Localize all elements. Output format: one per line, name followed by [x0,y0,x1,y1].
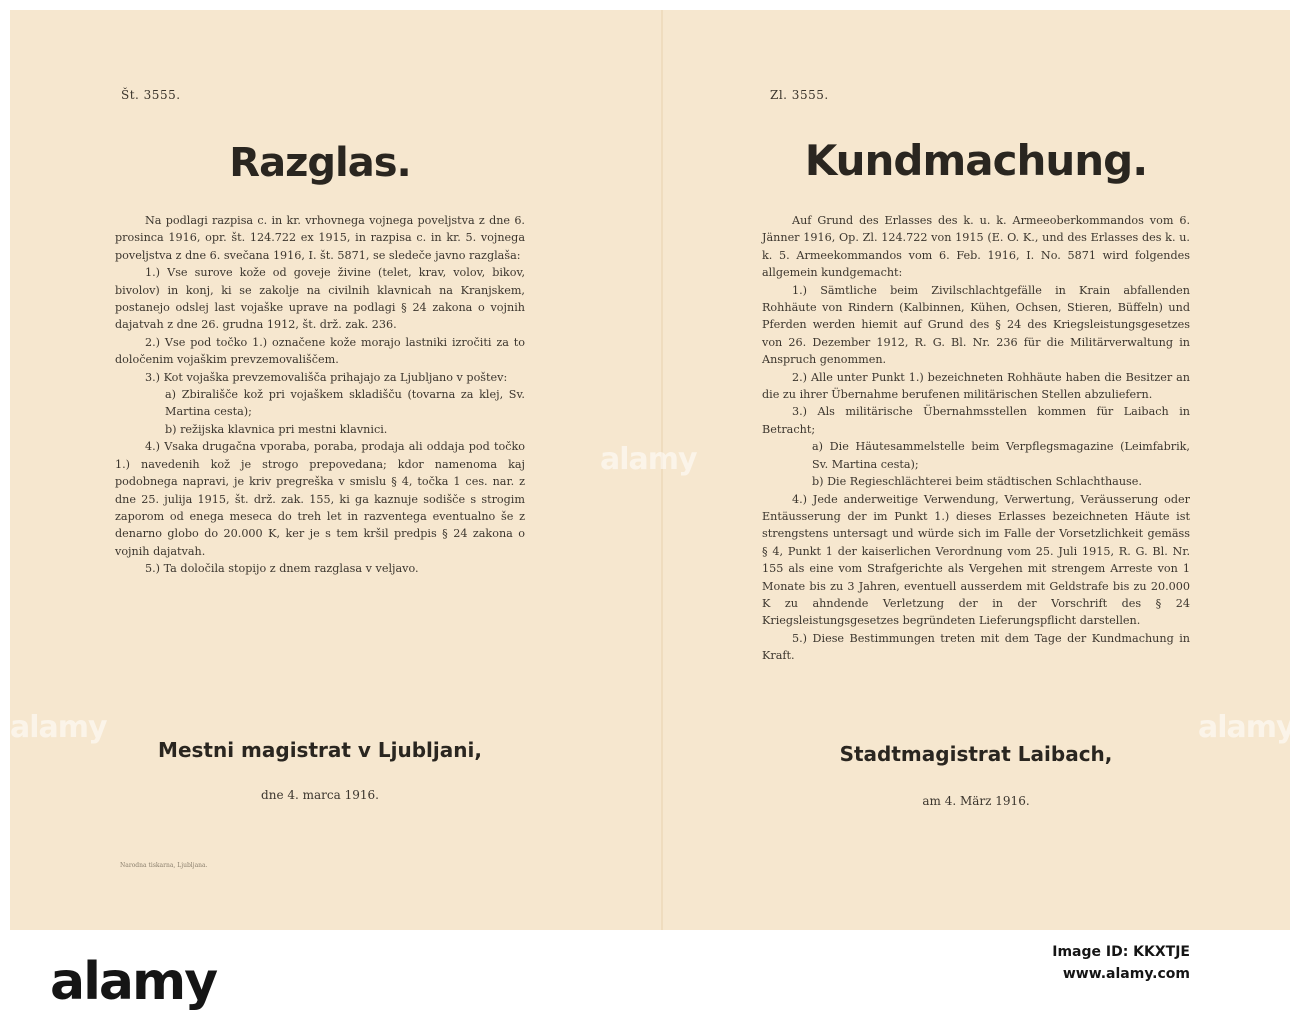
watermark: alamy [10,710,107,745]
document-title: Razglas. [229,140,411,186]
paragraph-4: 4.) Vsaka drugačna vporaba, poraba, prodaja ali oddaja pod točko 1.) navedenih kož je strogo prepovedana; kdor namenoma kaj podobnega napravi, je kriv pregreška v smislu § 4, točka 1 ces. nar. z dne 25. julija 1915, št. drž. zak. 155, ki ga kaznuje sodišče s strogim zaporom od enega meseca do treh let in razventega eventualno še z denarno globo do 20.000 K, ker je s tem kršil predpis § 24 zakona o vojnih dajatvah. [115,440,525,558]
printer-imprint: Narodna tiskarna, Ljubljana. [120,862,208,869]
german-column [762,10,1190,930]
site-url: www.alamy.com [1062,966,1190,982]
document-title: Kundmachung. [804,136,1148,185]
document-date: am 4. März 1916. [922,794,1030,808]
paragraph-4: 4.) Jede anderweitige Verwendung, Verwertung, Veräusserung oder Entäusserung der im Punkt 1.) dieses Erlasses bezeichneten Häute ist strengstens untersagt und würde sich im Falle der Vorsetzlichkeit gemäss § 4, Punkt 1 der kaiserlichen Verordnung vom 25. Juli 1915, R. G. Bl. Nr. 155 als eine vom Strafgerichte als Vergehen mit strengem Arreste von 1 Monate bis zu 3 Jahren, eventuell ausserdem mit Geldstrafe bis zu 20.000 K zu ahndende Verletzung der in der Vorschrift des § 24 Kriegsleistungsgesetzes begründeten Lieferungspflicht darstellen. [762,492,1190,628]
paragraph-3a: a) Zbirališče kož pri vojaškem skladišču (tovarna za klej, Sv. Martina cesta); [165,388,525,419]
paragraph-5: 5.) Diese Bestimmungen treten mit dem Tage der Kundmachung in Kraft. [762,631,1190,663]
paragraph-2: 2.) Vse pod točko 1.) označene kože morajo lastniki izročiti za to določenim vojaškim prevzemovališčem. [115,335,525,367]
document-body [115,212,525,578]
paragraph-1: 1.) Vse surove kože od goveje živine (telet, krav, volov, bikov, bivolov) in konj, ki se zakolje na civilnih klavnicah na Kranjskem, postanejo odslej last vojaške uprave na podlagi § 24 zakona o vojnih dajatvah z dne 26. grudna 1912, št. drž. zak. 236. [115,266,525,332]
paragraph-3b: b) režijska klavnica pri mestni klavnici. [165,422,388,436]
stock-footer [0,930,1300,1031]
center-fold [661,10,663,930]
paragraph-intro: Auf Grund des Erlasses des k. u. k. Armeeoberkommandos vom 6. Jänner 1916, Op. Zl. 124.722 von 1915 (E. O. K., und des Erlasses des k. u. k. 5. Armeekommandos vom 6. Feb. 1916, I. No. 5871 wird folgendes allgemein kundgemacht: [762,214,1190,280]
paragraph-intro: Na podlagi razpisa c. in kr. vrhovnega vojnega poveljstva z dne 6. prosinca 1916, opr. št. 124.722 ex 1915, in razpisa c. in kr. 5. vojnega poveljstva z dne 6. svečana 1916, I. št. 5871, se sledeče javno razglaša: [115,214,525,262]
paragraph-5: 5.) Ta določila stopijo z dnem razglasa v veljavo. [145,562,419,576]
slovene-column [115,10,525,930]
paragraph-3: 3.) Kot vojaška prevzemovališča prihajajo za Ljubljano v poštev: [145,370,508,384]
image-id: Image ID: KKXTJE [1052,944,1190,960]
paragraph-2: 2.) Alle unter Punkt 1.) bezeichneten Rohhäute haben die Besitzer an die zu ihrer Übernahme berufenen militärischen Stellen abzuliefern. [762,370,1190,402]
watermark: alamy [1198,710,1295,745]
watermark: alamy [600,442,697,477]
signature: Stadtmagistrat Laibach, [839,742,1113,766]
document-number: Št. 3555. [121,88,181,102]
document-date: dne 4. marca 1916. [261,788,379,802]
signature: Mestni magistrat v Ljubljani, [158,738,482,762]
alamy-logo: alamy [50,952,217,1012]
paragraph-3a: a) Die Häutesammelstelle beim Verpflegsmagazine (Leimfabrik, Sv. Martina cesta); [812,440,1190,471]
document-body [762,212,1190,665]
paragraph-1: 1.) Sämtliche beim Zivilschlachtgefälle in Krain abfallenden Rohhäute von Rindern (Kalbinnen, Kühen, Ochsen, Stieren, Büffeln) und Pferden werden hiemit auf Grund des § 24 des Kriegsleistungsgesetzes von 26. Dezember 1912, R. G. Bl. Nr. 236 für die Militärverwaltung in Anspruch genommen. [762,283,1190,367]
document-number: Zl. 3555. [770,88,829,102]
paragraph-3b: b) Die Regieschlächterei beim städtischen Schlachthause. [812,475,1142,489]
paragraph-3: 3.) Als militärische Übernahmsstellen kommen für Laibach in Betracht; [762,405,1190,436]
poster-sheet [10,10,1295,930]
